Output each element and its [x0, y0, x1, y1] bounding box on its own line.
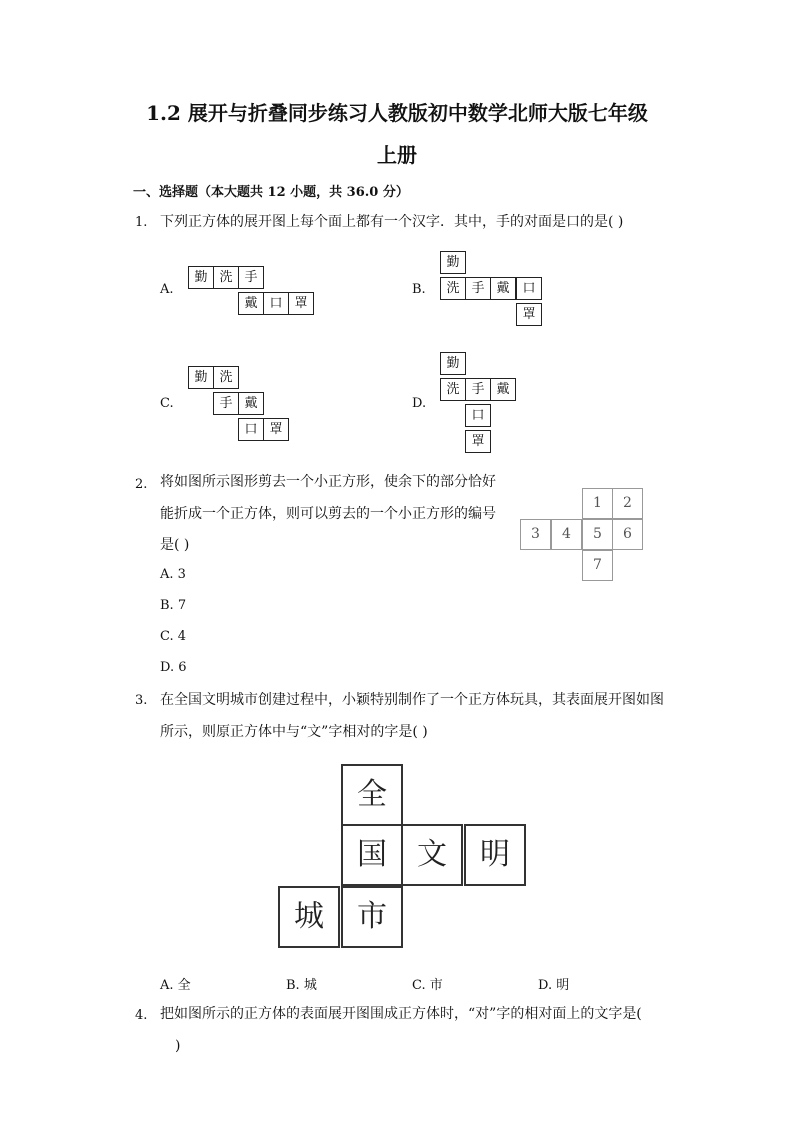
net-cell: 洗: [213, 366, 239, 389]
net-cell: 国: [341, 824, 403, 886]
net-cell: 罩: [288, 292, 314, 315]
question-number: 2.: [135, 477, 148, 492]
question-text-line: 在全国文明城市创建过程中，小颖特别制作了一个正方体玩具，其表面展开图如图: [160, 692, 664, 708]
net-cell: 罩: [465, 430, 491, 453]
option-c: C. 市: [412, 978, 443, 993]
grid-cell: 3: [520, 519, 551, 550]
question-text-line: 把如图所示的正方体的表面展开图围成正方体时，“对”字的相对面上的文字是(: [160, 1006, 642, 1022]
net-cell: 文: [401, 824, 463, 886]
net-cell: 罩: [263, 418, 289, 441]
question-text-line: 能折成一个正方体，则可以剪去的一个小正方形的编号: [160, 506, 496, 522]
net-cell: 戴: [238, 292, 264, 315]
option-label-c: C.: [160, 396, 174, 411]
option-label-d: D.: [412, 396, 427, 411]
question-number: 3.: [135, 693, 148, 708]
page-title: 1.2 展开与折叠同步练习人教版初中数学北师大版七年级: [146, 101, 648, 125]
net-cell: 罩: [516, 303, 542, 326]
grid-cell: 2: [612, 488, 643, 519]
net-cell: 洗: [213, 266, 239, 289]
option-a: A. 全: [160, 978, 191, 993]
grid-cell: 6: [612, 519, 643, 550]
section-header: 一、选择题（本大题共 12 小题，共 36.0 分）: [133, 185, 409, 200]
question-number: 1.: [135, 215, 148, 230]
question-text-line: 是( ): [160, 537, 190, 553]
page-title-line2: 上册: [377, 143, 417, 167]
option-label-a: A.: [160, 282, 174, 297]
net-cell: 勤: [440, 251, 466, 274]
net-cell: 全: [341, 764, 403, 826]
net-cell: 戴: [238, 392, 264, 415]
option-d: D. 明: [538, 978, 570, 993]
net-cell: 口: [516, 277, 542, 300]
net-cell: 戴: [490, 277, 516, 300]
grid-cell: 4: [551, 519, 582, 550]
question-text-line: 所示，则原正方体中与“文”字相对的字是( ): [160, 724, 428, 740]
question-text-line: 将如图所示图形剪去一个小正方形，使余下的部分恰好: [160, 474, 496, 490]
grid-cell: 5: [582, 519, 613, 550]
option-d: D. 6: [160, 660, 187, 675]
net-cell: 手: [238, 266, 264, 289]
question-text: 下列正方体的展开图上每个面上都有一个汉字．其中，手的对面是口的是( ): [160, 214, 624, 230]
net-cell: 勤: [440, 352, 466, 375]
net-cell: 口: [465, 404, 491, 427]
net-cell: 手: [465, 378, 491, 401]
net-cell: 城: [278, 886, 340, 948]
net-cell: 市: [341, 886, 403, 948]
option-label-b: B.: [412, 282, 426, 297]
option-b: B. 城: [286, 978, 317, 993]
net-cell: 洗: [440, 378, 466, 401]
net-cell: 手: [213, 392, 239, 415]
option-c: C. 4: [160, 629, 187, 644]
option-a: A. 3: [160, 567, 186, 582]
option-b: B. 7: [160, 598, 187, 613]
question-number: 4.: [135, 1008, 148, 1023]
net-cell: 口: [263, 292, 289, 315]
net-cell: 戴: [490, 378, 516, 401]
net-cell: 勤: [188, 366, 214, 389]
net-cell: 口: [238, 418, 264, 441]
grid-cell: 1: [582, 488, 613, 519]
grid-cell: 7: [582, 550, 613, 581]
net-cell: 手: [465, 277, 491, 300]
net-cell: 勤: [188, 266, 214, 289]
question-text-line: ): [175, 1038, 181, 1054]
net-cell: 洗: [440, 277, 466, 300]
net-cell: 明: [464, 824, 526, 886]
